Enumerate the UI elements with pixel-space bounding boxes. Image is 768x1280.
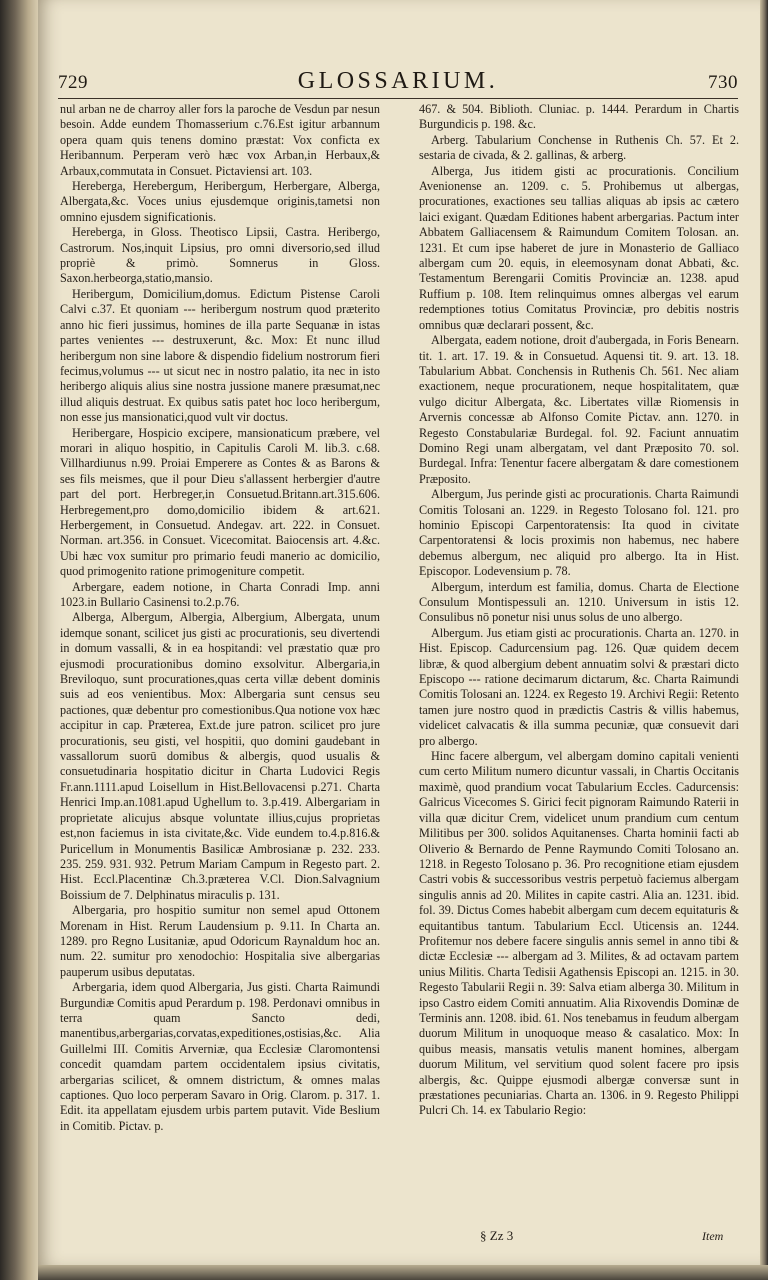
catchword: Item <box>702 1229 724 1243</box>
paragraph: Alberga, Jus itidem gisti ac procurationis. Concilium Avenionense an. 1209. c. 5. Prohibemus ut albergas, procurationes, exactiones seu tallias aliquas ab ipsis ac cætero laici exigant. Quædam Editiones habent arbergarias. Pactum inter Abbatem Galliacensem & Raimundum Comitem Tolosan. an. 1231. Et cum ipse haberet de jure in Monasterio de Galliaco albergam cum 20. equis, in eleemosynam donat Abbati, &c. Testamentum Berengarii Comitis Provinciæ an. 1238. apud Ruffium p. 108. Item relinquimus omnes albergas vel earum redemptiones totius Comitatus Provinciæ, pro debitis nostris omnibus quæ declarari possent, &c. <box>419 163 739 332</box>
paragraph: Albergum, Jus perinde gisti ac procurationis. Charta Raimundi Comitis Tolosani an. 1229. in Regesto Tolosano fol. 121. pro hominio Episcopi Carpentoratensis: Ita quod in civitate Carpentoratensi & locis proximis non habemus, nec habere debemus albergum, nec aliquid pro albergo. Ita in Hist. Episcopor. Lodevensium p. 78. <box>419 487 739 579</box>
right-column <box>419 102 739 1242</box>
page-bottom-edge <box>38 1265 768 1280</box>
left-column <box>60 102 380 1242</box>
paragraph: Heribergum, Domicilium,domus. Edictum Pistense Caroli Calvi c.37. Et quoniam --- heribergum nostrum quod præterito anno hic fieri jussimus, homines de illa parte Sequanæ in istas partes venientes --- destruxerunt, &c. Mox: Et nunc illud heribergum non sine labore & dispendio fidelium nostrorum fieri fecimus,volumus --- ut sicut nec in nostro palatio, ita nec in isto heribergo aliquis alius sine nostra jussione manere præsumat,nec illud aliquis destruat. Ex quibus satis patet hoc loco heribergum, non esse jus mansionatici,quod vult vir doctus. <box>60 286 380 425</box>
paragraph: Alberga, Albergum, Albergia, Albergium, Albergata, unum idemque sonant, scilicet jus gisti ac procurationis, seu divertendi in domum vassalli, & in ea hospitandi: vel præstatio quæ pro ejusmodi procurationibus domino exsolvitur. Albergaria,in Breviloquo, sunt procurationes,quas certa villæ debent dominis suis ad eos venientibus. Mox: Albergaria sunt census seu pactiones, quæ debentur pro comestionibus.Qua notione vox hæc accipitur in cap. Præterea, Ext.de jure patron. scilicet pro jure procurationis, seu gisti, vel hospitii, quo domini gaudebant in vassallorum suorū domibus & albergis, quod usualis & consuetudinaria hospitatio dicitur in Charta Ludovici Regis Fr.ann.1111.apud Loisellum in Hist.Bellovacensi p.271. Charta Henrici Imp.an.1081.apud Ughellum to. 3.p.419. Albergariam in proprietate alicujus absque voluntate illius,cujus proprietas est,non faciemus in ista civitate,&c. Vide eundem to.4.p.816.& Puricellum in Monumentis Basilicæ Ambrosianæ p. 232. 233. 235. 259. 931. 932. Petrum Mariam Campum in Regesto part. 2. Hist. Eccl.Placentinæ Ch.3.præterea V.Cl. Dion.Salvagnium Boissium de 7. Delphinatus miraculis p. 131. <box>60 610 380 902</box>
page-number-left: 729 <box>58 72 88 93</box>
paragraph: Arbergaria, idem quod Albergaria, Jus gisti. Charta Raimundi Burgundiæ Comitis apud Perardum p. 198. Perdonavi omnibus in terra quam Sancto dedi, manentibus,arbergarias,corvatas,expeditiones,ostisias,&c. Alia Guillelmi III. Comitis Arverniæ, qua Ecclesiæ Claromontensi concedit quamdam partem occidentalem ipsius civitatis, arbergarias scilicet, & omnem districtum, & omnes malas captiones. Quo loco perperam Savaro in Orig. Clarom. p. 317. 1. Edit. ita appellatam ejusdem urbis partem putavit. Vide Beslium in Comitib. Pictav. p. <box>60 980 380 1133</box>
paragraph: Arberg. Tabularium Conchense in Ruthenis Ch. 57. Et 2. sestaria de civada, & 2. gallinas, & arberg. <box>419 132 739 163</box>
paragraph: Hereberga, Herebergum, Heribergum, Herbergare, Alberga, Albergata,&c. Voces unius ejusdemque originis,tametsi non omnino ejusdem significationis. <box>60 179 380 224</box>
paragraph: Hereberga, in Gloss. Theotisco Lipsii, Castra. Heribergo, Castrorum. Nos,inquit Lipsius, pro omni diversorio,sed illud propriè & primò. Somnerus in Gloss. Saxon.herbeorga,statio,mansio. <box>60 225 380 286</box>
paragraph: Albergaria, pro hospitio sumitur non semel apud Ottonem Morenam in Hist. Rerum Laudensium p. 9.11. In Charta an. 1289. pro Regno Lusitaniæ, apud Odoricum Raynaldum hoc an. num. 22. sumitur pro xenodochio: Hospitalia sive albergarias pauperum usibus deputatas. <box>60 903 380 979</box>
running-header <box>58 66 738 98</box>
page-number-right: 730 <box>708 72 738 93</box>
header-rule <box>58 98 738 99</box>
paragraph: 467. & 504. Biblioth. Cluniac. p. 1444. Perardum in Chartis Burgundicis p. 198. &c. <box>419 102 739 132</box>
paragraph: Albergata, eadem notione, droit d'aubergada, in Foris Benearn. tit. 1. art. 17. 19. & in Consuetud. Aquensi tit. 9. art. 13. 18. Tabularium Abbat. Conchensis in Ruthenis Ch. 561. Nec aliam exactionem, neque procurationem, neque hospitalitatem, quæ vulgo dicitur Albergata, &c. Libertates villæ Riomensis in Arvernis concessæ ab Alfonso Comite Pictav. ann. 1270. in Regesto Constabulariæ Burdegal. fol. 92. Faciunt annuatim Domino Regi unam albergatam, vel dant Præposito 70. sol. Burdegal. Infra: Tenentur facere albergatam & dare comestionem Præposito. <box>419 333 739 486</box>
paragraph: Heribergare, Hospicio excipere, mansionaticum præbere, vel morari in aliquo hospitio, in Capitulis Caroli M. lib.3. c.68. Villhardiunus n.99. Proiai Emperere as Contes & as Barons & ses fils meismes, que il pour Dieu s'allassent herbergier d'autre part del port. Herbreger,in Consuetud.Britann.art.315.606. Herbregement,pro domo,domicilio ibidem & art.621. Herbergement, in Consuetud. Andegav. art. 222. in Consuet. Norman. art.356. in Consuet. Vicecomitat. Baiocensis art. 4.&c. Ubi hæc vox sumitur pro primario feudi manerio ac domicilio, quod primogenito ratione primogeniture competit. <box>60 425 380 579</box>
paragraph: Hinc facere albergum, vel albergam domino capitali venienti cum certo Militum numero dicuntur vassali, in Chartis Occitanis maximè, quod prandium vocat Tabularium Eccles. Cadurcensis: Galricus Vicecomes S. Girici fecit pignoram Raimundo Raterii in villa quæ dicitur Crem, videlicet unum prandium cum centum Militibus per 300. solidos Aquitanenses. Charta hominii facti ab Oliverio & Bernardo de Penne Raymundo Comiti Tolosano an. 1218. in Regesto Tolosano p. 36. Pro recognitione etiam ejusdem Castri vobis & successoribus vestris perpetuò faciemus albergam singulis annis ad 20. Milites in capite castri. Alia an. 1231. ibid. fol. 39. Dictus Comes habebit albergam cum decem equitaturis & equitantibus tantum. Tabularium Eccl. Uticensis an. 1244. Profitemur nos debere facere singulis annis semel in anno tibi & dictæ Ecclesiæ --- albergam ad 3. Milites, & ad octavam partem unius Militis. Charta Tedisii Agathensis Episcopi an. 1215. in 30. Regesto Tabularii Regii n. 39: Salva etiam alberga 30. Militum in ipso Castro eidem Comiti annuatim. Alia Rixovendis Dominæ de Terminis ann. 1208. ibid. 61. Nos tenebamus in feudum albergam duorum Militum in unoquoque measo & casalatico. Mox: In quibus measis, mansatis vetulis manent homines, albergam duorum Militum, vel servitium quod solent facere pro ipsis albergis, &c. Quippe ejusmodi albergæ conversæ sunt in præstationes pecuniarias. Charta an. 1306. in 9. Regesto Philippi Pulcri Ch. 14. ex Tabulario Regio: <box>419 749 739 1118</box>
page-edge <box>760 0 768 1280</box>
paragraph: Albergum, interdum est familia, domus. Charta de Electione Consulum Montispessuli an. 1210. Universum in istis 12. Consulibus nō ponetur nisi unus solus de uno albergo. <box>419 579 739 625</box>
running-title: GLOSSARIUM. <box>297 68 499 94</box>
paragraph: Albergum. Jus etiam gisti ac procurationis. Charta an. 1270. in Hist. Episcop. Cadurcensium pag. 126. Quæ quidem decem libræ, & quod albergium debent annuatim solvi & præstari dicto Episcopo --- ratione decimarum dictarum, &c. Charta Raimundi Comitis Tolosani an. 1224. ex Regesto 19. Archivi Regii: Retento tamen jure nostro quod in prædictis Castris & villis habemus, videlicet calvacatis & illa summa pecuniæ, quæ consuevit dari pro albergo. <box>419 625 739 748</box>
signature-mark: § Zz 3 <box>480 1228 514 1243</box>
paragraph: nul arban ne de charroy aller fors la paroche de Vesdun par nesun besoin. Adde eundem Thomasserium c.76.Est igitur arbannum opera quam quis tenens domino præstat: Vox conficta ex Heribannum. Perperam verò hæc vox Arban,in Herbaux,& Arbaux,commutata in Consuet. Pictaviensi art. 103. <box>60 102 380 178</box>
paragraph: Arbergare, eadem notione, in Charta Conradi Imp. anni 1023.in Bullario Casinensi to.2.p.76. <box>60 579 380 609</box>
book-binding-shadow <box>0 0 38 1280</box>
